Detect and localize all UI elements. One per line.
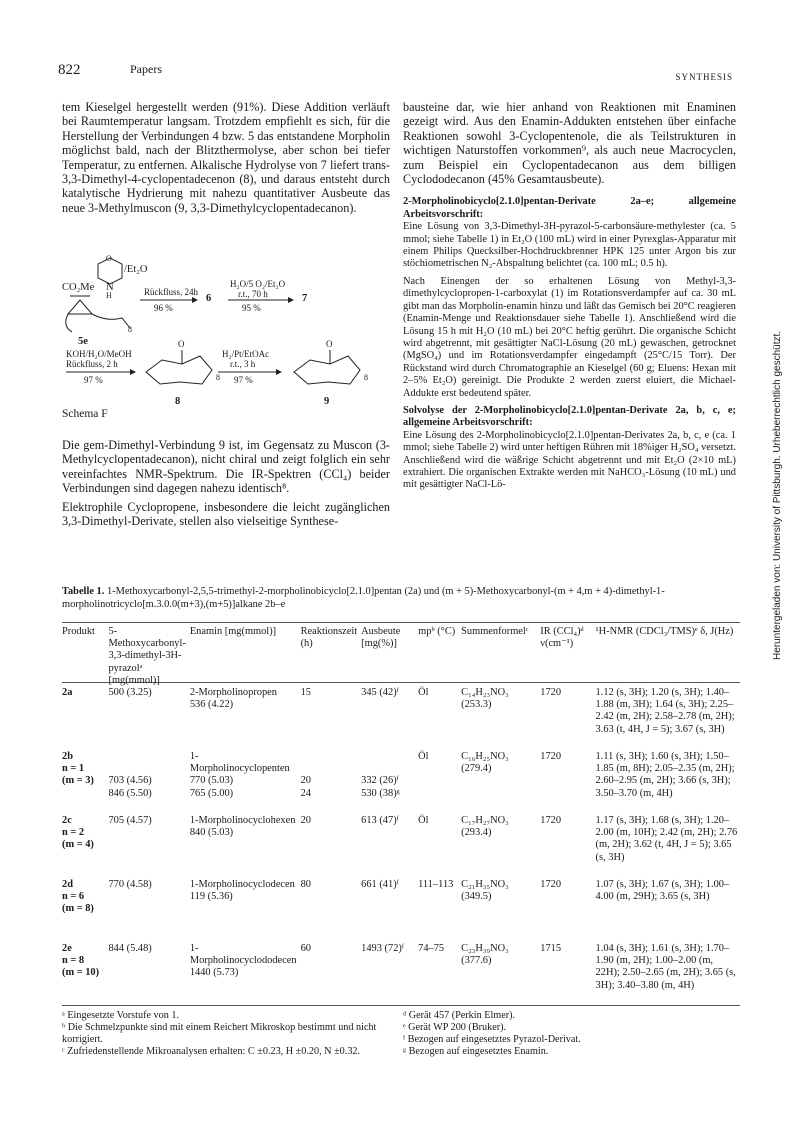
table-cell-3: 20 24 bbox=[300, 775, 311, 799]
cond3-a: KOH/H₂O/MeOH bbox=[66, 349, 132, 359]
table-cell-8: 1.07 (s, 3H); 1.67 (s, 3H); 1.00–4.00 (m, 29H); 3.65 (s, 3H) bbox=[595, 879, 730, 903]
table-cell-2: 2-Morpholinopropen 536 (4.22) bbox=[189, 687, 277, 711]
right-column bbox=[403, 100, 736, 497]
left-column-lower bbox=[62, 438, 390, 532]
cond2-c: 95 % bbox=[242, 303, 261, 313]
table-cell-1: 500 (3.25) bbox=[108, 687, 152, 699]
table-cell-4: 661 (41)ᶠ bbox=[361, 879, 399, 891]
table-cell-7: 1720 bbox=[540, 815, 562, 827]
table-header-cell-8: ¹H-NMR (CDCl₃/TMS)ᵉ δ, J(Hz) bbox=[595, 626, 734, 637]
footnotes-right bbox=[403, 1010, 733, 1058]
cond3-c: 97 % bbox=[84, 375, 103, 385]
table-header-cell-1: 5-Methoxycarbonyl-3,3-dimethyl-3H-pyrazolᵃ [mg(mmol)] bbox=[108, 626, 186, 686]
compound-5e: 5e bbox=[78, 336, 88, 347]
table-cell-5: Öl bbox=[418, 815, 429, 827]
cond1-b: 96 % bbox=[154, 303, 173, 313]
table-row bbox=[62, 943, 742, 1007]
cond2-b: r.t., 70 h bbox=[238, 289, 268, 299]
nitrogen-label: N bbox=[106, 282, 114, 293]
compound-8: 8 bbox=[175, 396, 181, 407]
table-cell-4: 613 (47)ᶠ bbox=[361, 815, 399, 827]
table-cell-4: 332 (26)ᶠ 530 (38)ᵍ bbox=[361, 775, 400, 799]
table-cell-3: 15 bbox=[300, 687, 311, 699]
table-header-cell-4: Ausbeute [mg(%)] bbox=[361, 626, 401, 650]
table-caption-label: Tabelle 1. bbox=[62, 586, 105, 597]
left-paragraph-3: Elektrophile Cyclopropene, insbesondere die leicht zugänglichen 3,3-Dimethyl-Derivate, stellen also vielseitige Synthese- bbox=[62, 499, 390, 529]
section-title: Papers bbox=[130, 62, 162, 76]
table-cell-0: 2d n = 6 (m = 8) bbox=[62, 879, 94, 915]
table-cell-5: Öl bbox=[418, 687, 429, 699]
table-cell-0: 2a bbox=[62, 687, 73, 699]
table-cell-6: C₂₃H₃₉NO₃ (377.6) bbox=[461, 943, 509, 967]
table-cell-1: 705 (4.57) bbox=[108, 815, 152, 827]
table-cell-1: 844 (5.48) bbox=[108, 943, 152, 955]
table-cell-6: C₂₁H₃₅NO₃ (349.5) bbox=[461, 879, 509, 903]
compound-7: 7 bbox=[302, 293, 308, 304]
procedure-text-3: Eine Lösung des 2-Morpholinobicyclo[2.1.0]pentan-Derivates 2a, b, c, e (ca. 1 mmol; siehe Tabelle 2) wird unter heftigen Rühren mit 18%iger H₂SO₄ versetzt. Anschließend wird die wäßrige Schicht abgetrennt und mit Et₂O (2×10 mL) extrahiert. Die organischen Extrakte werden mit NaHCO₃-Lösung (10 mL) und mit gesättigter NaCl-Lö- bbox=[403, 429, 736, 491]
cond2-a: H₂O/5 O₂/Et₂O bbox=[230, 279, 286, 289]
footnote-c: ᶜ Zufriedenstellende Mikroanalysen erhalten: C ±0.23, H ±0.20, N ±0.32. bbox=[62, 1046, 361, 1057]
table-cell-2: 1-Morpholinocyclohexen 840 (5.03) bbox=[189, 815, 296, 839]
left-column bbox=[62, 100, 390, 219]
data-table bbox=[62, 626, 742, 1007]
footnote-b: ᵇ Die Schmelzpunkte sind mit einem Reichert Mikroskop bestimmt und nicht korrigiert. bbox=[62, 1022, 377, 1045]
table-row bbox=[62, 751, 742, 815]
page-number: 822 bbox=[58, 62, 81, 78]
ring-size-5e: 8 bbox=[128, 325, 132, 334]
hydrogen-label: H bbox=[106, 291, 112, 300]
table-cell-7: 1715 bbox=[540, 943, 562, 955]
footnotes-left bbox=[62, 1010, 392, 1058]
table-cell-3: 80 bbox=[300, 879, 311, 891]
table-header-cell-2: Enamin [mg(mmol)] bbox=[189, 626, 277, 637]
procedure-heading-1: 2-Morpholinobicyclo[2.1.0]pentan-Derivate 2a–e; allgemeine Arbeitsvorschrift: bbox=[403, 196, 736, 220]
cond3-b: Rückfluss, 2 h bbox=[66, 359, 118, 369]
table-cell-5: 74–75 bbox=[418, 943, 445, 955]
oxygen-9: O bbox=[326, 339, 333, 349]
compound-9: 9 bbox=[324, 396, 330, 407]
table-cell-1: 703 (4.56) 846 (5.50) bbox=[108, 775, 152, 799]
scheme-label: Schema F bbox=[62, 408, 108, 420]
procedure-text-1: Eine Lösung von 3,3-Dimethyl-3H-pyrazol-5-carbonsäure-methylester (ca. 5 mmol; siehe Tabelle 1) in Et₂O (100 mL) wird in einer Pyrexglas-Apparatur mit einem Philips Quecksilber-Hochdruckbrenner HPK 125 unter Argon bis zur stöchiometrischen N₂-Abspaltung belichtet (ca. 100 mL; 0.5 h). bbox=[403, 221, 736, 270]
table-cell-3: 60 bbox=[300, 943, 311, 955]
download-watermark: Heruntergeladen von: University of Pittsburgh. Urheberrechtlich geschützt. bbox=[772, 330, 783, 660]
table-cell-3: 20 bbox=[300, 815, 311, 827]
table-cell-2: 1-Morpholinocyclopenten 770 (5.03) 765 (5.00) bbox=[189, 751, 290, 799]
table-cell-4: 1493 (72)ᶠ bbox=[361, 943, 405, 955]
procedure-text-2: Nach Einengen der so erhaltenen Lösung von Methyl-3,3-dimethylcyclopropen-1-carboxylat (1) im Rotationsverdampfer auf ca. 30 mL gibt man das Morpholin-enamin hinzu und läßt das Gemisch bei 20°C reagieren (Enamin-Menge und Reaktionsdauer siehe Tabelle 1). Anschließend wird die Lösung 15 h mit H₂O (10 mL) bei 20°C heftig gerührt. Die organische Schicht wird abgetrennt, mit gesättigter NaCl-Lösung (20 mL) gewaschen, getrocknet (MgSO₄) und im Rotationsverdampfer eingedampft (25°C/15 Torr). Der Rückstand wird durch Chromatographie an Kieselgel (60 g; Eluens: Hexan mit 2–5% Et₂O) gereinigt. Die Produkte 2 werden zuerst eluiert, die Michael-Addukte erst bedeutend später. bbox=[403, 275, 736, 399]
ring-size-9: 8 bbox=[364, 373, 368, 382]
table-cell-1: 770 (4.58) bbox=[108, 879, 152, 891]
compound-6: 6 bbox=[206, 293, 212, 304]
left-paragraph-2: Die gem-Dimethyl-Verbindung 9 ist, im Gegensatz zu Muscon (3-Methylcyclopentadecanon), nicht chiral und zeigt folglich ein sehr vereinfachtes NMR-Spektrum. Die IR-Spektren (CCl₄) beider Verbindungen sind dagegen nahezu identisch⁸. bbox=[62, 438, 390, 496]
scheme-drawing bbox=[62, 252, 392, 422]
table-header-cell-3: Reaktionszeit (h) bbox=[300, 626, 358, 650]
table-cell-8: 1.11 (s, 3H); 1.60 (s, 3H); 1.50–1.85 (m, 8H); 2.05–2.35 (m, 2H); 2.60–2.95 (m, 2H); 3.66 (s, 3H); 3.50–3.70 (m, 4H) bbox=[595, 751, 735, 799]
cond4-a: H₂/Pt/EtOAc bbox=[222, 349, 270, 359]
oxygen-8: O bbox=[178, 339, 185, 349]
table-header-cell-7: IR (CCl₄)ᵈ ν(cm⁻¹) bbox=[540, 626, 584, 650]
table-cell-7: 1720 bbox=[540, 751, 562, 763]
table-cell-8: 1.12 (s, 3H); 1.20 (s, 3H); 1.40–1.88 (m, 3H); 1.64 (s, 3H); 2.25–2.42 (m, 2H); 2.58–2.78 (m, 2H); 3.63 (t, 4H, J = 5); 3.67 (s, 3H) bbox=[595, 687, 735, 735]
table-cell-2: 1-Morpholinocyclodecen 119 (5.36) bbox=[189, 879, 295, 903]
table-cell-0: 2c n = 2 (m = 4) bbox=[62, 815, 94, 851]
table-header-cell-5: mpᵇ (°C) bbox=[418, 626, 456, 637]
table-cell-0: 2b n = 1 (m = 3) bbox=[62, 751, 94, 787]
procedure-heading-2: Solvolyse der 2-Morpholinobicyclo[2.1.0]pentan-Derivate 2a, b, c, e; allgemeine Arbeitsvorschrift: bbox=[403, 404, 736, 429]
table-cell-4: 345 (42)ᶠ bbox=[361, 687, 399, 699]
table-cell-5: 111–113 bbox=[418, 879, 454, 891]
table-header-row bbox=[62, 626, 742, 687]
table-cell-6: C₁₄H₂₃NO₃ (253.3) bbox=[461, 687, 509, 711]
table-cell-6: C₁₆H₂₅NO₃ (279.4) bbox=[461, 751, 509, 775]
footnote-d: ᵈ Gerät 457 (Perkin Elmer). bbox=[403, 1010, 516, 1021]
table-cell-5: Öl bbox=[418, 751, 429, 763]
table-caption-text: 1-Methoxycarbonyl-2,5,5-trimethyl-2-morpholinobicyclo[2.1.0]pentan (2a) und (m + 5)-Methoxycarbonyl-(m + 4,m + 4)-dimethyl-1-morpholinotricyclo[m.3.0.0(m+3),(m+5)]alkane 2b–e bbox=[62, 586, 665, 610]
footnote-a: ᵃ Eingesetzte Vorstufe von 1. bbox=[62, 1010, 179, 1021]
footnote-g: ᵍ Bezogen auf eingesetztes Enamin. bbox=[403, 1046, 549, 1057]
footnote-e: ᵉ Gerät WP 200 (Bruker). bbox=[403, 1022, 507, 1033]
table-cell-6: C₁₇H₂₇NO₃ (293.4) bbox=[461, 815, 509, 839]
table-cell-7: 1720 bbox=[540, 687, 562, 699]
left-paragraph-1: tem Kieselgel hergestellt werden (91%). Diese Addition verläuft bei Raumtemperatur langsam. Trotzdem empfiehlt es sich, für die Herstellung der Verbindungen 4 bzw. 5 das entstandene Morpholin möglichst bald, nach der Blitzthermolyse, aber schon bei tiefer Temperatur, zu entfernen. Alkalische Hydrolyse von 7 liefert trans-3,3-Dimethyl-4-cyclopentadecenon (8), und daraus entsteht durch katalytische Hydrierung mit nahezu quantitativer Ausbeute das neue 3-Methylmuscon (9, 3,3-Dimethylcyclopentadecanon). bbox=[62, 100, 390, 215]
table-body bbox=[62, 626, 742, 1007]
oxygen-label: O bbox=[106, 254, 112, 263]
ring-size-8: 8 bbox=[216, 373, 220, 382]
table-bottom-rule bbox=[62, 1005, 740, 1006]
table-caption bbox=[62, 586, 740, 611]
table-header-cell-6: Summenformelᶜ bbox=[461, 626, 529, 637]
table-row bbox=[62, 815, 742, 879]
footnote-f: ᶠ Bezogen auf eingesetztes Pyrazol-Derivat. bbox=[403, 1034, 581, 1045]
table-cell-8: 1.04 (s, 3H); 1.61 (s, 3H); 1.70–1.90 (m, 2H); 1.00–2.00 (m, 22H); 2.50–2.65 (m, 2H); 3.65 (s, 3H); 3.40–3.80 (m, 4H) bbox=[595, 943, 736, 991]
cond4-c: 97 % bbox=[234, 375, 253, 385]
table-row bbox=[62, 879, 742, 943]
table-cell-7: 1720 bbox=[540, 879, 562, 891]
table-top-rule bbox=[62, 622, 740, 623]
reagent-solvent: /Et₂O bbox=[124, 264, 148, 275]
co2me-label: CO₂Me bbox=[62, 282, 95, 293]
table-cell-0: 2e n = 8 (m = 10) bbox=[62, 943, 100, 979]
cond4-b: r.t., 3 h bbox=[230, 359, 256, 369]
right-paragraph-1: bausteine dar, wie hier anhand von Reaktionen mit Enaminen gezeigt wird. Aus den Enamin-Addukten entstehen über einfache Reaktionen sowohl 3-Cyclopentenole, die als Teilstrukturen in wichtigen Naturstoffen vorkommen⁹, als auch neue Macrocyclen, zum Beispiel ein Cyclopentadecanon aus dem billigen Cyclododecanon (45% Gesamtausbeute). bbox=[403, 100, 736, 187]
table-header-cell-0: Produkt bbox=[62, 626, 95, 637]
table-cell-2: 1-Morpholinocyclododecen 1440 (5.73) bbox=[189, 943, 297, 979]
cond1-a: Rückfluss, 24h bbox=[144, 287, 198, 297]
journal-name: SYNTHESIS bbox=[675, 72, 733, 82]
table-row bbox=[62, 687, 742, 751]
table-cell-8: 1.17 (s, 3H); 1.68 (s, 3H); 1.20–2.00 (m, 10H); 2.42 (m, 2H); 2.76 (m, 2H); 3.62 (t, 4H, J = 5); 3.65 (s, 3H) bbox=[595, 815, 738, 863]
reaction-scheme bbox=[62, 252, 392, 422]
